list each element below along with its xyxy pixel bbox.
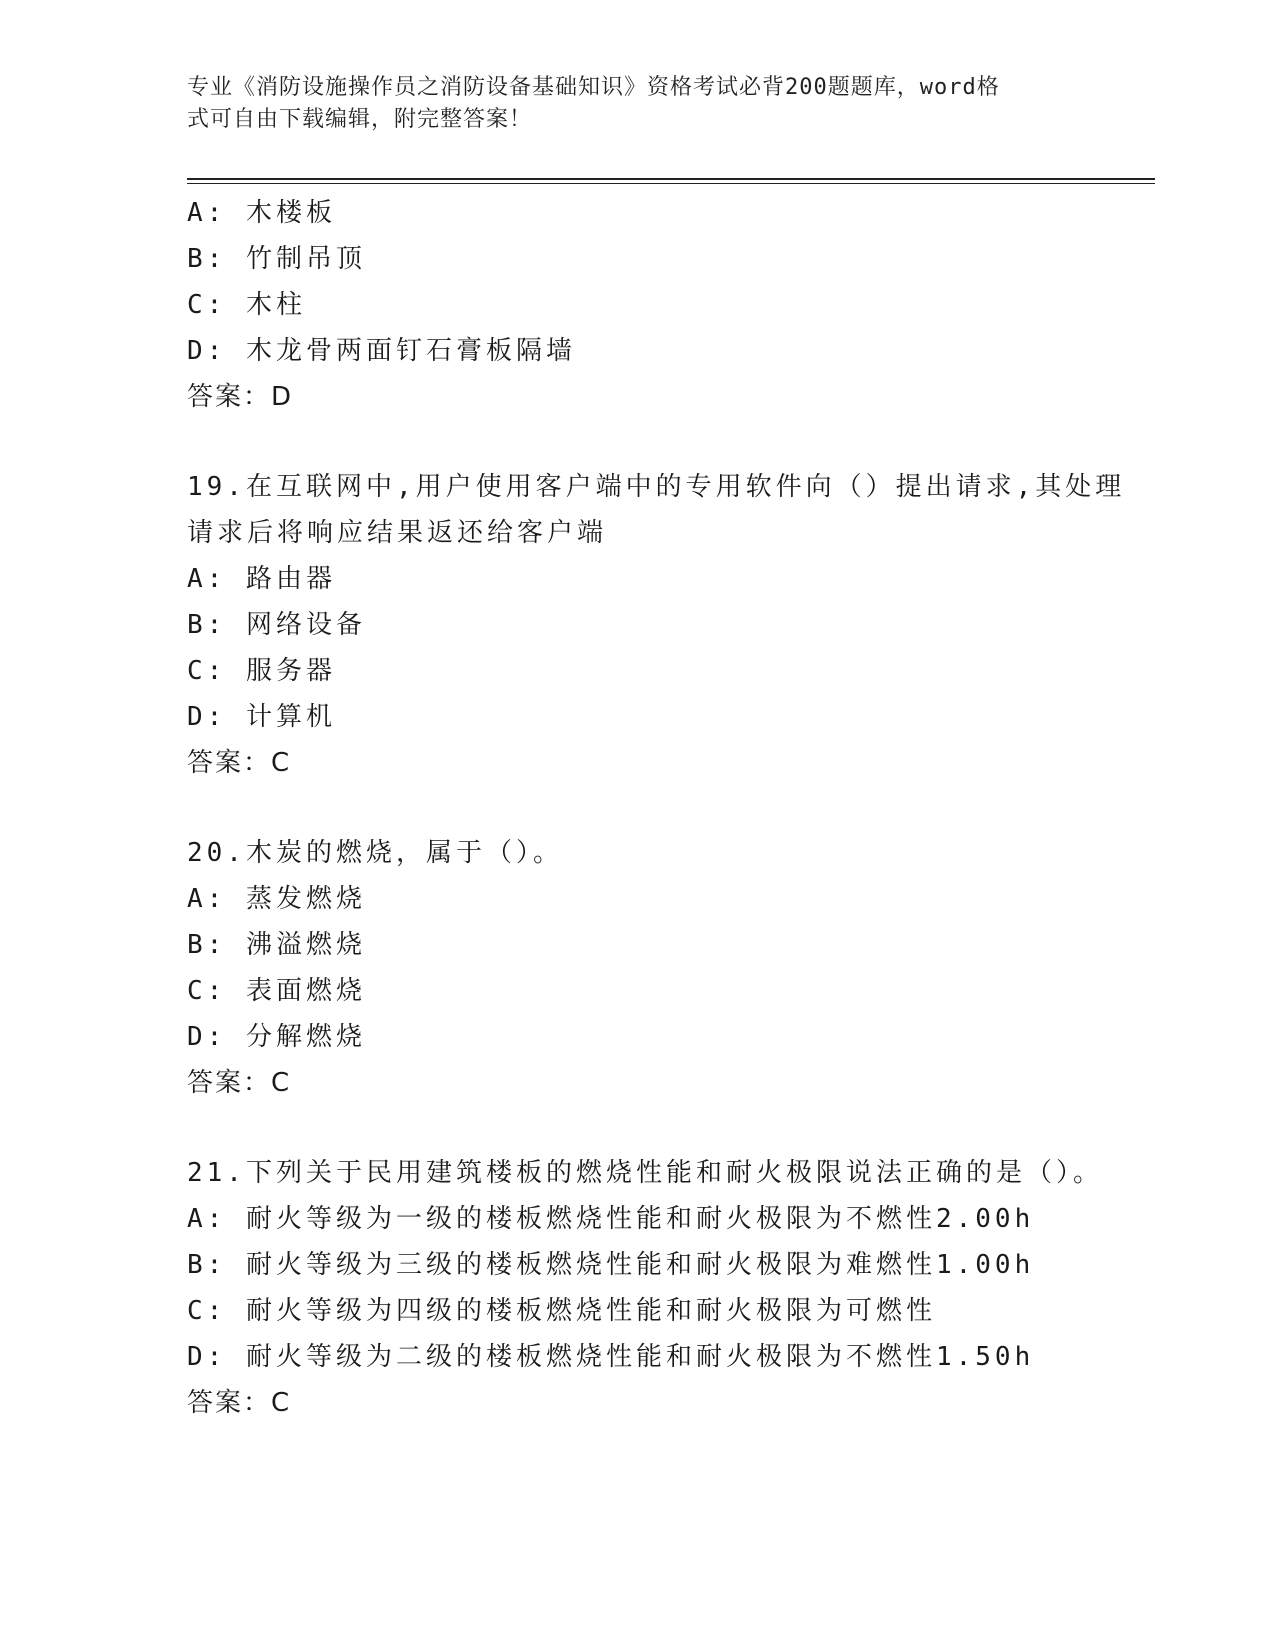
question-21 xyxy=(187,1150,1103,1426)
option-c: C: 表面燃烧 xyxy=(187,976,366,1006)
option-d: D: 木龙骨两面钉石膏板隔墙 xyxy=(187,336,576,366)
option-a: A: 蒸发燃烧 xyxy=(187,884,366,914)
option-b: B: 网络设备 xyxy=(187,610,366,640)
option-d: D: 分解燃烧 xyxy=(187,1022,366,1052)
question-stem-continued: 请求后将响应结果返还给客户端 xyxy=(187,518,608,548)
option-a: A: 木楼板 xyxy=(187,198,336,228)
option-c: C: 木柱 xyxy=(187,290,306,320)
option-b: B: 沸溢燃烧 xyxy=(187,930,366,960)
header-divider-thin xyxy=(187,183,1155,184)
question-20 xyxy=(187,830,1087,1106)
option-c: C: 服务器 xyxy=(187,656,336,686)
answer-line: 答案：C xyxy=(187,1068,292,1098)
question-stem: 21.下列关于民用建筑楼板的燃烧性能和耐火极限说法正确的是（）。 xyxy=(187,1158,1103,1188)
option-d: D: 耐火等级为二级的楼板燃烧性能和耐火极限为不燃性1.50h xyxy=(187,1342,1035,1372)
option-b: B: 竹制吊顶 xyxy=(187,244,366,274)
spacer xyxy=(187,786,1087,830)
header-divider-thick xyxy=(187,178,1155,180)
option-c: C: 耐火等级为四级的楼板燃烧性能和耐火极限为可燃性 xyxy=(187,1296,936,1326)
option-b: B: 耐火等级为三级的楼板燃烧性能和耐火极限为难燃性1.00h xyxy=(187,1250,1035,1280)
spacer xyxy=(187,420,1087,464)
header-line-1: 专业《消防设施操作员之消防设备基础知识》资格考试必背200题题库，word格 xyxy=(187,75,1000,100)
answer-line: 答案：C xyxy=(187,1388,292,1418)
question-18 xyxy=(187,190,1087,420)
spacer xyxy=(187,1106,1087,1150)
option-d: D: 计算机 xyxy=(187,702,336,732)
header-line-2: 式可自由下载编辑，附完整答案！ xyxy=(187,107,533,132)
question-stem: 20.木炭的燃烧，属于（）。 xyxy=(187,838,563,868)
question-19 xyxy=(187,464,1126,786)
document-header xyxy=(187,72,1067,136)
question-stem: 19.在互联网中,用户使用客户端中的专用软件向（）提出请求,其处理 xyxy=(187,472,1126,502)
question-list xyxy=(187,190,1126,1426)
option-a: A: 耐火等级为一级的楼板燃烧性能和耐火极限为不燃性2.00h xyxy=(187,1204,1035,1234)
option-a: A: 路由器 xyxy=(187,564,336,594)
answer-line: 答案：D xyxy=(187,382,294,412)
answer-line: 答案：C xyxy=(187,748,292,778)
